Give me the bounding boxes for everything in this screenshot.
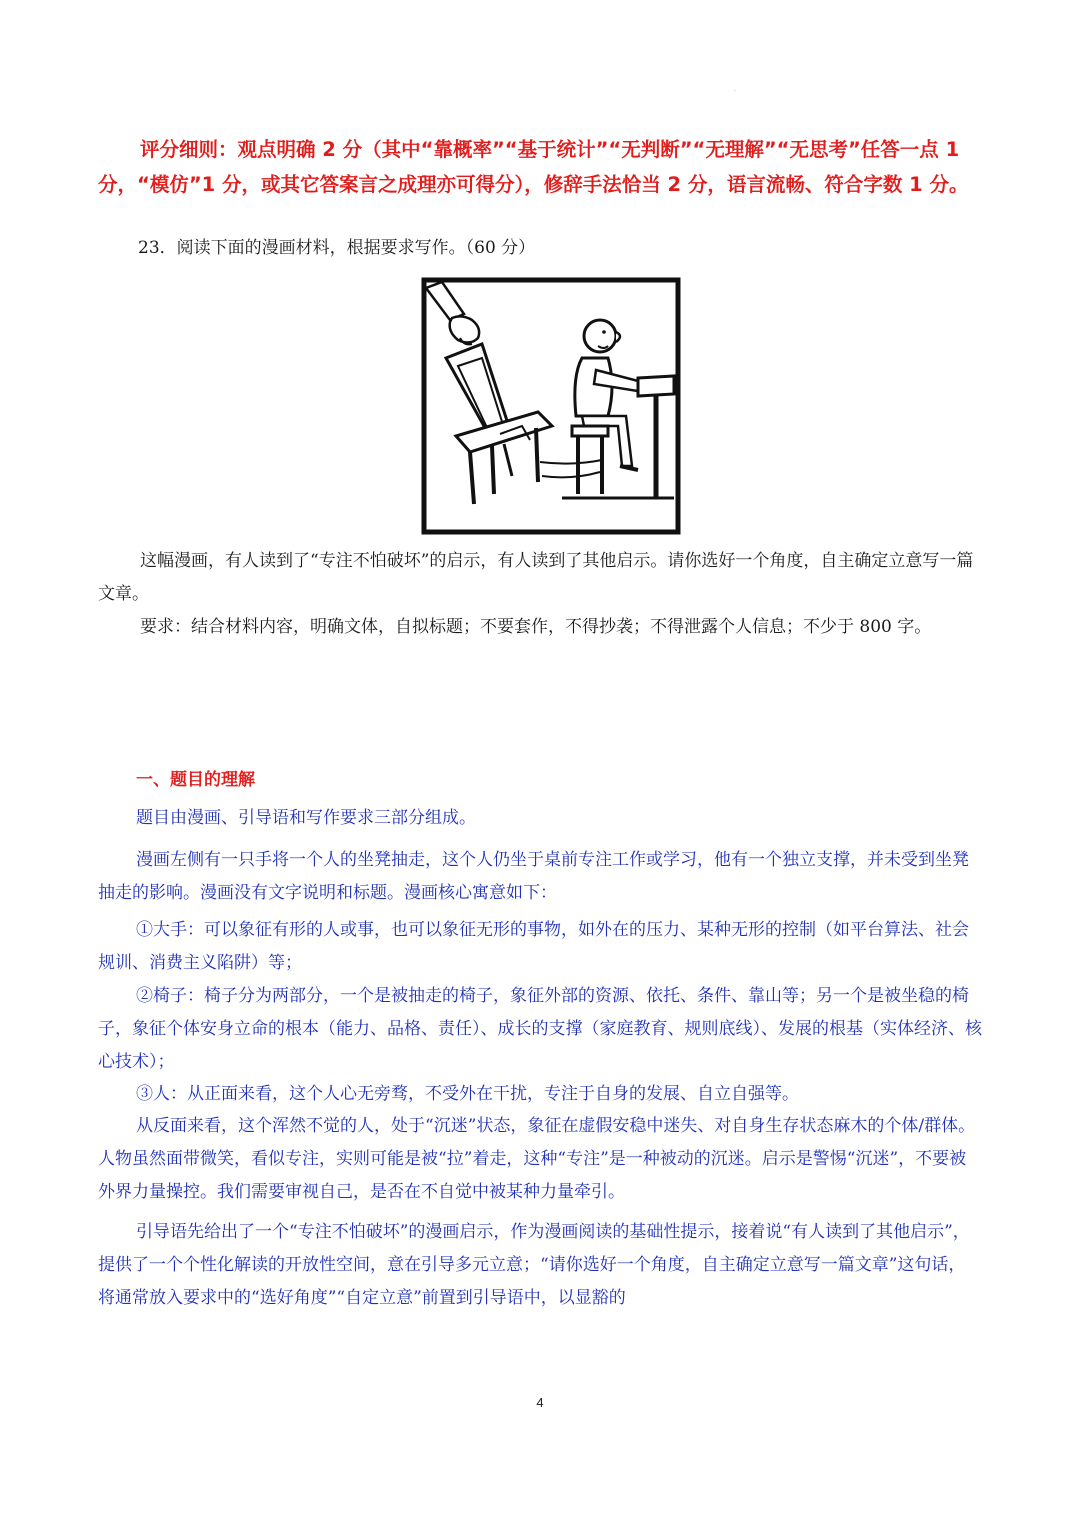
- analysis-paragraph-1: 题目由漫画、引导语和写作要求三部分组成。: [136, 808, 476, 828]
- comic-illustration: [412, 266, 684, 538]
- question-prompt: 23．阅读下面的漫画材料，根据要求写作。（60 分）: [138, 238, 536, 258]
- analysis-paragraph-6: 从反面来看，这个浑然不觉的人，处于“沉迷”状态，象征在虚假安稳中迷失、对自身生存状态麻木的个体/群体。人物虽然面带微笑，看似专注，实则可能是被“拉”着走，这种“专注”是一种被动的沉迷。启示是警惕“沉迷”，不要被外界力量操控。我们需要审视自己，是否在不自觉中被某种力量牵引。: [98, 1116, 976, 1202]
- decorative-mark: ·: [734, 88, 736, 95]
- page-number: 4: [536, 1395, 544, 1410]
- scoring-rules: 评分细则：观点明确 2 分（其中“靠概率”“基于统计”“无判断”“无理解”“无思考”任答一点 1 分，“模仿”1 分，或其它答案言之成理亦可得分），修辞手法恰当 2 分，语言流畅、符合字数 1 分。: [98, 138, 969, 196]
- analysis-paragraph-5: ③人：从正面来看，这个人心无旁骛，不受外在干扰，专注于自身的发展、自立自强等。: [136, 1084, 799, 1104]
- analysis-paragraph-2: 漫画左侧有一只手将一个人的坐凳抽走，这个人仍坐于桌前专注工作或学习，他有一个独立支撑，并未受到坐凳抽走的影响。漫画没有文字说明和标题。漫画核心寓意如下：: [98, 850, 969, 903]
- analysis-paragraph-4: ②椅子：椅子分为两部分，一个是被抽走的椅子，象征外部的资源、依托、条件、靠山等；另一个是被坐稳的椅子，象征个体安身立命的根本（能力、品格、责任）、成长的支撑（家庭教育、规则底线）、发展的根基（实体经济、核心技术）；: [98, 986, 982, 1072]
- question-requirements: 要求：结合材料内容，明确文体，自拟标题；不要套作，不得抄袭；不得泄露个人信息；不少于 800 字。: [140, 617, 932, 637]
- analysis-paragraph-7: 引导语先给出了一个“专注不怕破坏”的漫画启示，作为漫画阅读的基础性提示，接着说“有人读到了其他启示”，提供了一个个性化解读的开放性空间，意在引导多元立意；“请你选好一个角度，自主确定立意写一篇文章”这句话，将通常放入要求中的“选好角度”“自定立意”前置到引导语中，以显豁的: [98, 1222, 970, 1308]
- analysis-paragraph-3: ①大手：可以象征有形的人或事，也可以象征无形的事物，如外在的压力、某种无形的控制（如平台算法、社会规训、消费主义陷阱）等；: [98, 920, 969, 973]
- section-heading: 一、题目的理解: [136, 770, 255, 790]
- question-intro: 这幅漫画，有人读到了“专注不怕破坏”的启示，有人读到了其他启示。请你选好一个角度，自主确定立意写一篇文章。: [98, 551, 974, 604]
